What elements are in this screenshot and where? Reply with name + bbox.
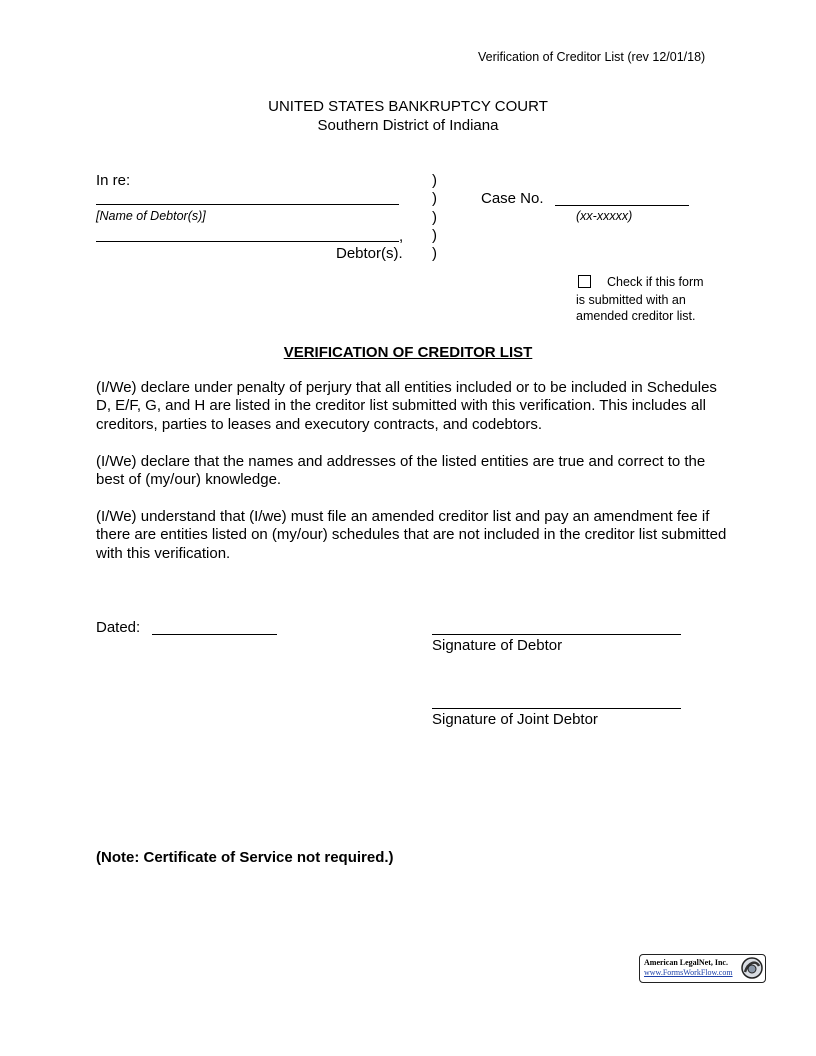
debtor-name-hint: [Name of Debtor(s)] — [96, 209, 206, 223]
debtors-label: Debtor(s). — [336, 245, 403, 262]
court-name: UNITED STATES BANKRUPTCY COURT — [268, 98, 548, 115]
declaration-paragraph-2: (I/We) declare that the names and addresses of the listed entities are true and correct to the best of (my/our) knowledge. — [96, 453, 706, 489]
dated-label: Dated: — [96, 619, 141, 636]
joint-debtor-signature-line[interactable] — [432, 708, 681, 709]
declaration-paragraph-3: (I/We) understand that (I/we) must file an amended creditor list and pay an amendment fee if there are entities listed on (my/our) schedules that are not included in the creditor list submitted with this verification. — [96, 508, 727, 562]
publisher-logo — [639, 954, 766, 983]
caption-paren: ) — [432, 227, 437, 244]
form-revision-label: Verification of Creditor List (rev 12/01/18) — [478, 50, 706, 64]
debtor-signature-line[interactable] — [432, 634, 681, 635]
form-title: VERIFICATION OF CREDITOR LIST — [283, 344, 533, 361]
caption-paren: ) — [432, 172, 437, 189]
case-no-hint: (xx-xxxxx) — [576, 209, 633, 223]
debtor-name-line[interactable] — [96, 204, 399, 205]
court-district: Southern District of Indiana — [317, 117, 499, 134]
joint-debtor-signature-label: Signature of Joint Debtor — [432, 711, 598, 728]
caption-comma: , — [399, 228, 404, 245]
debtor-signature-label: Signature of Debtor — [432, 637, 563, 654]
debtor-name-line-2[interactable] — [96, 241, 399, 242]
amended-list-checkbox[interactable] — [578, 275, 591, 288]
publisher-url[interactable]: www.FormsWorkFlow.com — [644, 968, 733, 977]
caption-paren: ) — [432, 209, 437, 226]
amended-check-line3: amended creditor list. — [576, 309, 696, 323]
globe-icon — [740, 956, 764, 980]
case-no-label: Case No. — [481, 190, 544, 207]
declaration-paragraph-1: (I/We) declare under penalty of perjury that all entities included or to be included in Schedules D, E/F, G, and H are listed in the creditor list submitted with this verification. This includes all creditors, parties to leases and executory contracts, and codebtors. — [96, 379, 717, 433]
service-note: (Note: Certificate of Service not required.) — [96, 849, 394, 866]
amended-check-line1: Check if this form — [607, 275, 704, 289]
caption-paren: ) — [432, 190, 437, 207]
date-field[interactable] — [152, 634, 277, 635]
case-no-field[interactable] — [555, 205, 689, 206]
amended-check-line2: is submitted with an — [576, 293, 686, 307]
caption-paren: ) — [432, 245, 437, 262]
in-re-label: In re: — [96, 172, 131, 189]
publisher-name: American LegalNet, Inc. — [644, 958, 728, 967]
